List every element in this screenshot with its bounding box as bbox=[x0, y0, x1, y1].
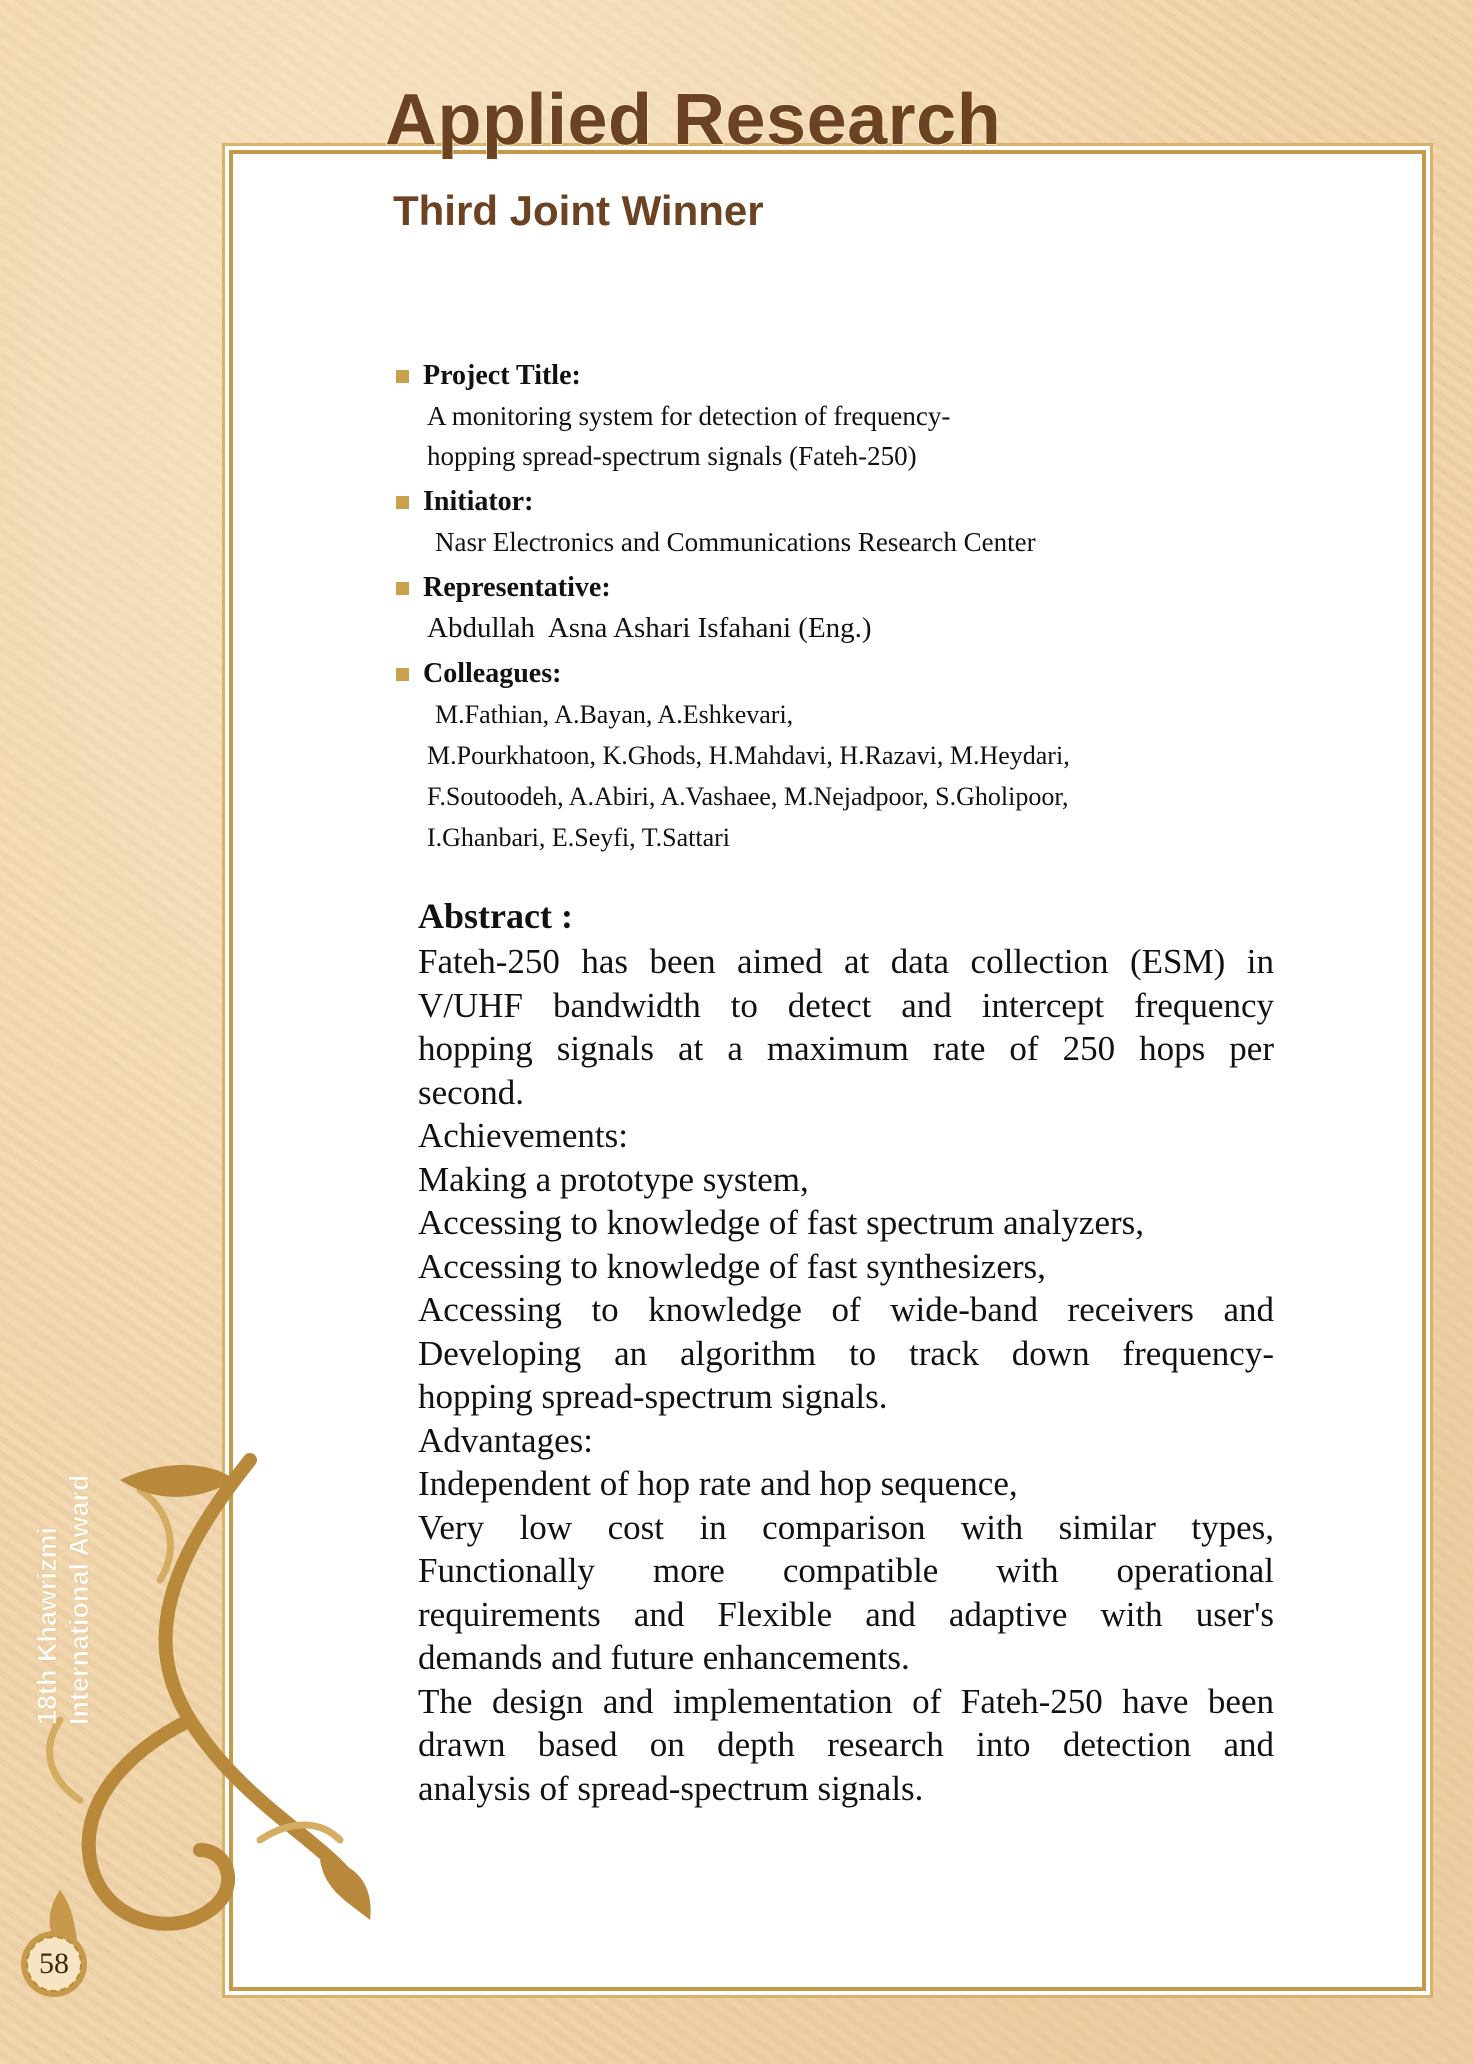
abstract-line: analysis of spread-spectrum signals. bbox=[418, 1768, 924, 1808]
abstract-heading: Abstract : bbox=[418, 896, 573, 936]
award-line-2: International Award bbox=[64, 1474, 94, 1725]
representative-value-wrap bbox=[396, 608, 1296, 648]
abstract-line: Making a prototype system, bbox=[418, 1159, 809, 1199]
project-title-field bbox=[396, 356, 1296, 476]
abstract-line: Accessing to knowledge of wide-band receivers and bbox=[418, 1290, 1274, 1329]
colleagues-line: M.Fathian, A.Bayan, A.Eshkevari, bbox=[435, 700, 794, 729]
bullet-icon bbox=[396, 582, 409, 595]
project-title-line: A monitoring system for detection of frequency- bbox=[427, 401, 951, 431]
colleagues-label: Colleagues: bbox=[423, 658, 562, 689]
colleagues-value bbox=[396, 694, 1296, 858]
representative-label: Representative: bbox=[423, 572, 611, 603]
page-title: Applied Research bbox=[385, 80, 1002, 160]
colleagues-line: F.Soutoodeh, A.Abiri, A.Vashaee, M.Nejadpoor, S.Gholipoor, bbox=[427, 782, 1069, 811]
abstract-line: Developing an algorithm to track down frequency- bbox=[418, 1333, 1274, 1373]
project-title-value bbox=[396, 396, 1296, 476]
abstract-line: Independent of hop rate and hop sequence, bbox=[418, 1464, 1018, 1503]
representative-field bbox=[396, 568, 1296, 648]
initiator-value-wrap bbox=[396, 522, 1296, 562]
initiator-label: Initiator: bbox=[423, 486, 534, 517]
abstract-line: The design and implementation of Fateh-250 have been bbox=[418, 1681, 1274, 1721]
abstract-line: requirements and Flexible and adaptive with user's bbox=[418, 1594, 1274, 1634]
abstract-line: Accessing to knowledge of fast synthesizers, bbox=[418, 1246, 1046, 1286]
award-line-1: 18th Khawrizmi bbox=[32, 1526, 62, 1725]
page-number-badge bbox=[18, 1928, 90, 2000]
representative-value: Abdullah Asna Ashari Isfahani (Eng.) bbox=[427, 612, 872, 644]
bullet-icon bbox=[396, 370, 409, 383]
abstract-line: second. bbox=[418, 1072, 524, 1112]
abstract-line: demands and future enhancements. bbox=[418, 1638, 910, 1677]
colleagues-line: I.Ghanbari, E.Seyfi, T.Sattari bbox=[427, 823, 731, 852]
abstract-line: Accessing to knowledge of fast spectrum analyzers, bbox=[418, 1203, 1145, 1242]
page-subtitle: Third Joint Winner bbox=[393, 187, 764, 234]
abstract-body bbox=[418, 940, 1274, 1810]
abstract-line: V/UHF bandwidth to detect and intercept frequency bbox=[418, 985, 1274, 1025]
abstract-section bbox=[418, 893, 1274, 1810]
colleagues-line: M.Pourkhatoon, K.Ghods, H.Mahdavi, H.Razavi, M.Heydari, bbox=[427, 741, 1070, 770]
award-side-svg bbox=[28, 1340, 98, 1730]
abstract-line: Fateh-250 has been aimed at data collection (ESM) in bbox=[418, 942, 1274, 981]
project-details bbox=[396, 356, 1296, 864]
abstract-line: Very low cost in comparison with similar types, bbox=[418, 1507, 1274, 1547]
initiator-field bbox=[396, 482, 1296, 562]
abstract-line: Advantages: bbox=[418, 1420, 593, 1460]
abstract-line: Achievements: bbox=[418, 1116, 628, 1155]
page-number: 58 bbox=[39, 1947, 69, 1980]
initiator-value: Nasr Electronics and Communications Research Center bbox=[435, 527, 1036, 557]
project-title-label: Project Title: bbox=[423, 360, 581, 391]
bullet-icon bbox=[396, 668, 409, 681]
project-title-line: hopping spread-spectrum signals (Fateh-250) bbox=[427, 441, 917, 471]
abstract-line: Functionally more compatible with operational bbox=[418, 1551, 1274, 1590]
abstract-line: hopping signals at a maximum rate of 250 hops per bbox=[418, 1029, 1274, 1068]
award-side-label bbox=[28, 1340, 98, 1730]
abstract-line: drawn based on depth research into detection and bbox=[418, 1725, 1274, 1764]
bullet-icon bbox=[396, 496, 409, 509]
colleagues-field bbox=[396, 654, 1296, 858]
abstract-line: hopping spread-spectrum signals. bbox=[418, 1377, 888, 1416]
